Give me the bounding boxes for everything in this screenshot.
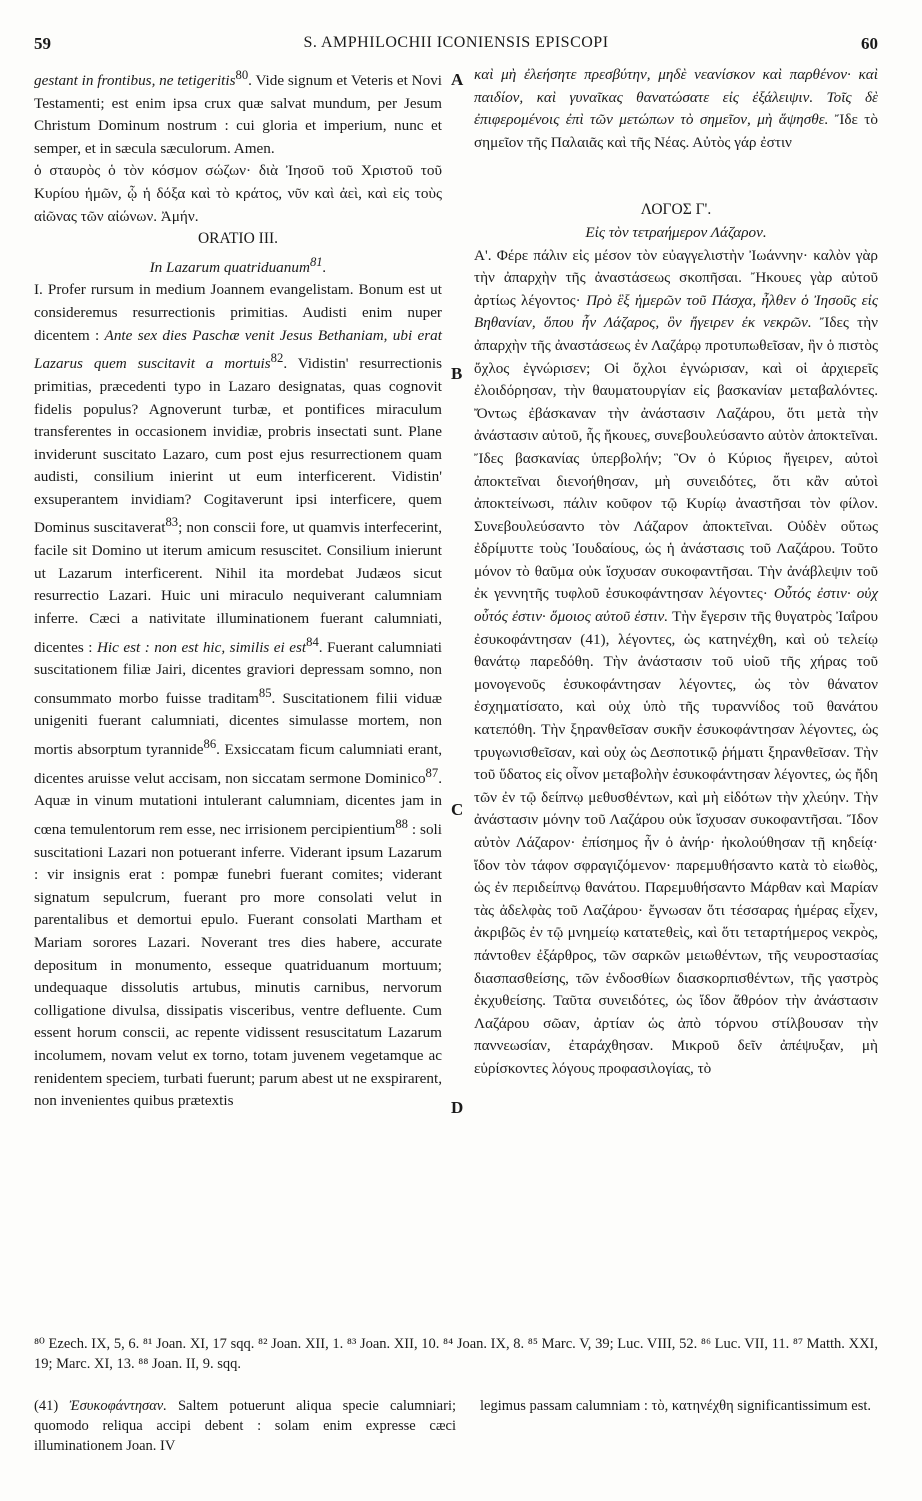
latin-p5: . Suscitationem filii viduæ unigeniti fuerant calumniati, dicentes simulasse mortem, non mortis absorptum tyrannide [34,689,442,759]
greek-oration-title: ΛΟΓΟΣ Γ'. [640,201,712,219]
greek-oration-subtitle: Εἰς τὸν τετραήμερον Λάζαρον. [585,223,767,241]
page-header [34,34,878,64]
latin-intro-italic: gestant in frontibus, ne tetigeritis [34,72,236,90]
greek-p3: Τὴν ἔγερσιν τῆς θυγατρὸς Ἰαΐρου ἐσυκοφάντησαν (41), λέγοντες, ὡς κατηνέχθη, καὶ οὐ τελείῳ θανάτῳ παρεδόθη. Τὴν ἀνάστασιν τοῦ υἱοῦ τῆς χήρας τοῦ μονογενοῦς ἐσυκοφάντησαν λέγοντες, ὡς τὸν θάνατον ἐσχηματίσατο, καὶ οὐχ ὑπὸ τῆς τυραννίδος τοῦ θανάτου κατεπόθη. Τὴν ξηρανθεῖσαν συκῆν ἐσυκοφάντησαν λέγοντες, ὡς τρυγωνισθεῖσαν, καὶ οὐχ ὡς Δεσποτικῷ ῥήματι ξηρανθεῖσαν. Τὴν τοῦ ὕδατος εἰς οἶνον μεταβολὴν ἐσυκοφάντησαν λέγοντες, ὡς ἤδη τῶν ἐν τῷ δείπνῳ μεθυσθέντων, καὶ μὴ εἰδότων τὴν χλεύην. Τὴν ἀνάστασιν μόνην τοῦ Λαζάρου οὐκ ἴσχυσαν συκοφαντῆσαι. Ἴδον αὐτὸν Λάζαρον· ἐπίσημος ἦν ὁ ἀνήρ· ἠκολούθησαν τῇ κηδείᾳ· ἴδον τὸν τάφον σφραγιζόμενον· παρεμυθήσαντο κατὰ τὸ εἰωθὸς, ὡς ἐν περιδείπνῳ θανάτου. Παρεμυθήσαντο Μάρθαν καὶ Μαρίαν τὰς ἀδελφὰς τοῦ Λαζάρου· ἔγνωσαν ὅτι τέσσαρας ἡμέρας εἶχεν, ἀκριβῶς ἐν τῷ μνημείῳ κατατεθεὶς, καὶ ὅτι τεταρτήμερος νεκρὸς, πάντοθεν ἐξάρθρος, τῶν σαρκῶν μειωθέντων, τῆς νευροστασίας διασπασθείσης, τῶν ἐνδοσθίων διασκορπισθέντων, τῆς γαστρὸς ἐκχυθείσης. Ταῦτα συνειδότες, ὡς ἴδον ἄθρόον τὴν ἀνάστασιν Λαζάρου σῶαν, ἀρτίαν ὡς ἀπὸ τόρνου στίλβουσαν τὴν παννεωσίαν, ἐταράχθησαν. Μικροῦ δεῖν ἀπέψυξαν, μὴ εὑρίσκοντες λόγους προφασιλογίας, τὸ [474,608,878,1077]
note-ref-86: 86 [203,737,217,751]
greek-intro [474,64,878,154]
latin-p3: ; non conscii fore, ut quamvis interfecerint, facile sit Domino ut iterum amicum resuscitet. Consilium inierunt ut Lazarum interficerent. Nihil ita mordebat Judæos sicut resurrectio Lazari. Huic uni miraculo nequiverant calumniam inferre. Cæci a nativitate illuminationem fuerant calumniati, dicentes : [34,519,443,656]
greek-column [474,64,878,1081]
margin-marker-a: A [451,70,464,89]
note-ref-88: 88 [395,816,408,831]
note-ref-83: 83 [165,515,179,530]
margin-marker-c: C [451,800,464,819]
note-41-label: (41) [34,1398,59,1414]
greek-p2-italic: Οὗτός ἐστιν· οὐχ οὗτός ἐστιν· ὅμοιος αὐτοῦ ἐστιν. [474,585,879,626]
margin-marker-d: D [451,1098,464,1117]
latin-p6: . Exsiccatam ficum calumniati erant, dicentes aruisse velut accisam, non siccatam sermone Dominico [34,741,442,787]
greek-intro-italic: καὶ μὴ ἐλεήσητε πρεσβύτην, μηδὲ νεανίσκον καὶ παρθένον· καὶ παιδίον, καὶ γυναῖκας θανατώσατε εἰς ἐξάλειψιν. Τοῖς δὲ ἐπιφερομένοις ἐπὶ τῶν μετώπων τὸ σημεῖον, μὴ ἅψησθε. [474,66,878,129]
greek-p1: Α'. Φέρε πάλιν εἰς μέσον τὸν εὐαγγελιστὴν Ἰωάννην· καλὸν γὰρ τὴν ἀπαρχὴν τῆς ἀναστάσεως σκοπῆσαι. Ἤκουες γὰρ αὐτοῦ ἀρτίως λέγοντος· [474,246,878,309]
latin-column [34,64,442,1113]
page-number-right: 60 [861,34,878,53]
latin-p3-italic: Hic est : non est hic, similis ei est [96,638,307,656]
greek-intro-rest: Ἴδε τὸ σημεῖον τῆς Παλαιᾶς καὶ τῆς Νέας. Αὐτὸς γάρ ἐστιν [474,111,878,151]
note-41-greek: Ἐσυκοφάντησαν. [69,1398,167,1414]
note-41-text: Saltem potuerunt aliqua specie calumniari; quomodo reliqua accipi debent : solam enim expresse cæci illuminationem Joan. IV [34,1398,457,1454]
note-ref-87: 87 [425,765,439,780]
page-number-left: 59 [34,34,51,53]
note-ref-84: 84 [306,634,319,649]
editor-note-41-right [480,1396,878,1416]
note-ref-85: 85 [258,685,272,700]
latin-oration-title: ORATIO III. [197,230,279,248]
running-head: S. AMPHILOCHII ICONIENSIS EPISCOPI [303,34,609,51]
note-ref-82: 82 [270,351,284,366]
latin-p7: . Aquæ in vinum mutationi intulerant calumniam, dicentes jam in cœna temulentorum rem esse, nec irrisionem percipientium [34,769,442,838]
latin-intro-rest: . Vide signum et Veteris et Novi Testamenti; est enim ipsa crux quæ salvat mundum, per Jesum Christum Dominum nostrum : cui gloria et imperium, nunc et semper, et in sæcula sæculorum. Amen. [34,72,443,157]
margin-marker-b: B [451,364,463,383]
latin-p2: . Vidistin' resurrectionis primitias, præcedenti typo in Lazaro designatas, quas cognovit fidelis populus? Agnoverunt turbæ, et pontifices miraculum transferentes in occasionem invidiæ, probris insectati sunt. Plane inviderunt suscitato Lazaro, cum post ejus resurrectionem quam audisti, consilium inierint ut eum interficerent. Vidistin' exsuperantem invidiam? Cogitaverunt ipsi interficere, quem Dominus suscitaverat [34,355,442,537]
latin-intro [34,64,442,160]
greek-body [474,245,878,1081]
note-41-continued: legimus passam calumniam : τὸ, κατηνέχθη significantissimum est. [480,1398,872,1414]
greek-p1-italic: Πρὸ ἓξ ἡμερῶν τοῦ Πάσχα, ἦλθεν ὁ Ἰησοῦς εἰς Βηθανίαν, ὅπου ἦν Λάζαρος, ὃν ἤγειρεν ἐκ νεκρῶν. [474,291,879,332]
latin-p1-italic: Ante sex dies Paschæ venit Jesus Bethaniam, ubi erat Lazarus quem suscitavit a mortuis [34,326,442,373]
latin-p8: : soli suscitationi Lazari non potuerant inferre. Viderant ipsum Lazarum : vir insignis erat : pompæ funebri fuerant comites; viderant signatum sepulcrum, fuerant pro more consolati velut in parentalibus et demortui epulo. Fuerant consolati Martham et Mariam sorores Lazari. Noverant tres dies habere, accurate depositum in monumento, esseque quatriduanum mortuum; undequaque dissolutis artubus, minutis carnibus, nervorum colligatione divulsa, dissipatis visceribus, ventre defluente. Cum essent horum conscii, ac repente vidissent resuscitatum Lazarum incolumem, novam velut ex torno, totam juvenem vegetamque ac renidentem speciem, turbati fuerunt; parum abest ut ne exspirarent, non invenientes quibus prætextis [34,820,442,1110]
editor-note-41-left [34,1396,456,1456]
note-ref-81: 81 [309,254,323,269]
latin-p1: I. Profer rursum in medium Joannem evangelistam. Bonum est ut consideremus resurrectionis primitias. Audisti enim nuper dicentem : [34,281,442,344]
latin-p4: . Fuerant calumniati suscitationem filiæ Jairi, dicentes graviori depressam somno, non consummato morbo fuisse traditam [34,638,443,707]
latin-subtitle-text: In Lazarum quatriduanum [149,258,310,276]
scripture-footnotes: ⁸⁰ Ezech. IX, 5, 6. ⁸¹ Joan. XI, 17 sqq. ⁸² Joan. XII, 1. ⁸³ Joan. XII, 10. ⁸⁴ Joan. IX, 8. ⁸⁵ Marc. V, 39; Luc. VIII, 52. ⁸⁶ Luc. VII, 11. ⁸⁷ Matth. XXI, 19; Marc. XI, 13. ⁸⁸ Joan. II, 9. sqq. [34,1336,878,1372]
latin-oration-subtitle: In Lazarum quatriduanum$^{81}$. [149,254,327,276]
greek-carryover-close: ὁ σταυρὸς ὁ τὸν κόσμον σώζων· διὰ Ἰησοῦ τοῦ Χριστοῦ τοῦ Κυρίου ἡμῶν, ᾧ ἡ δόξα καὶ τὸ κράτος, νῦν καὶ ἀεὶ, καὶ εἰς τοὺς αἰῶνας τῶν αἰώνων. Ἀμήν. [34,162,442,225]
latin-body [34,279,442,1112]
greek-p2: Ἴδες τὴν ἀπαρχὴν τῆς ἀναστάσεως ἐν Λαζάρῳ προτυπωθεῖσαν, ἣν ὁ πιστὸς ὄχλος ἐγνώρισεν; Οἱ ὄχλοι ἐγνώρισαν, καὶ οἱ ἀρχιερεῖς ἐλοιδόρησαν, τὴν θαυματουργίαν εἰς βασκανίαν μεταβαλόντες. Ὄντως ἐβάσκαναν τὴν ἀνάστασιν Λαζάρου, ὅτι μετὰ τὴν ἀνάστασιν αὐτοῦ, ἧς ἤκουες, συνεβουλεύσαντο αὐτὸν ἀποκτεῖναι. Ἴδες βασκανίας ὑπερβολήν; Ὃν ὁ Κύριος ἤγειρεν, αὐτοὶ ἀποκτεῖναι διενοήθησαν, μὴ συνειδότες, ὅτι κἂν αὐτοὶ ἀποκτείνωσι, πάλιν κοῦφον τῷ Κυρίῳ ἀναστῆσαι τὸν φίλον. Συνεβουλεύσαντο τὸν Λάζαρον ἀποκτεῖναι. Οὐδὲν οὕτως ἐδρίμυττε τοὺς Ἰουδαίους, ὡς ἡ ἀνάστασις τοῦ Λαζάρου. Τοῦτο μόνον τὸ θαῦμα οὐκ ἴσχυσαν συκοφαντῆσαι. Τὴν ἀνάβλεψιν τοῦ ἐκ γεννητῆς τυφλοῦ ἐσυκοφάντησαν λέγοντες· [474,314,878,603]
note-ref-80: 80 [235,68,249,82]
